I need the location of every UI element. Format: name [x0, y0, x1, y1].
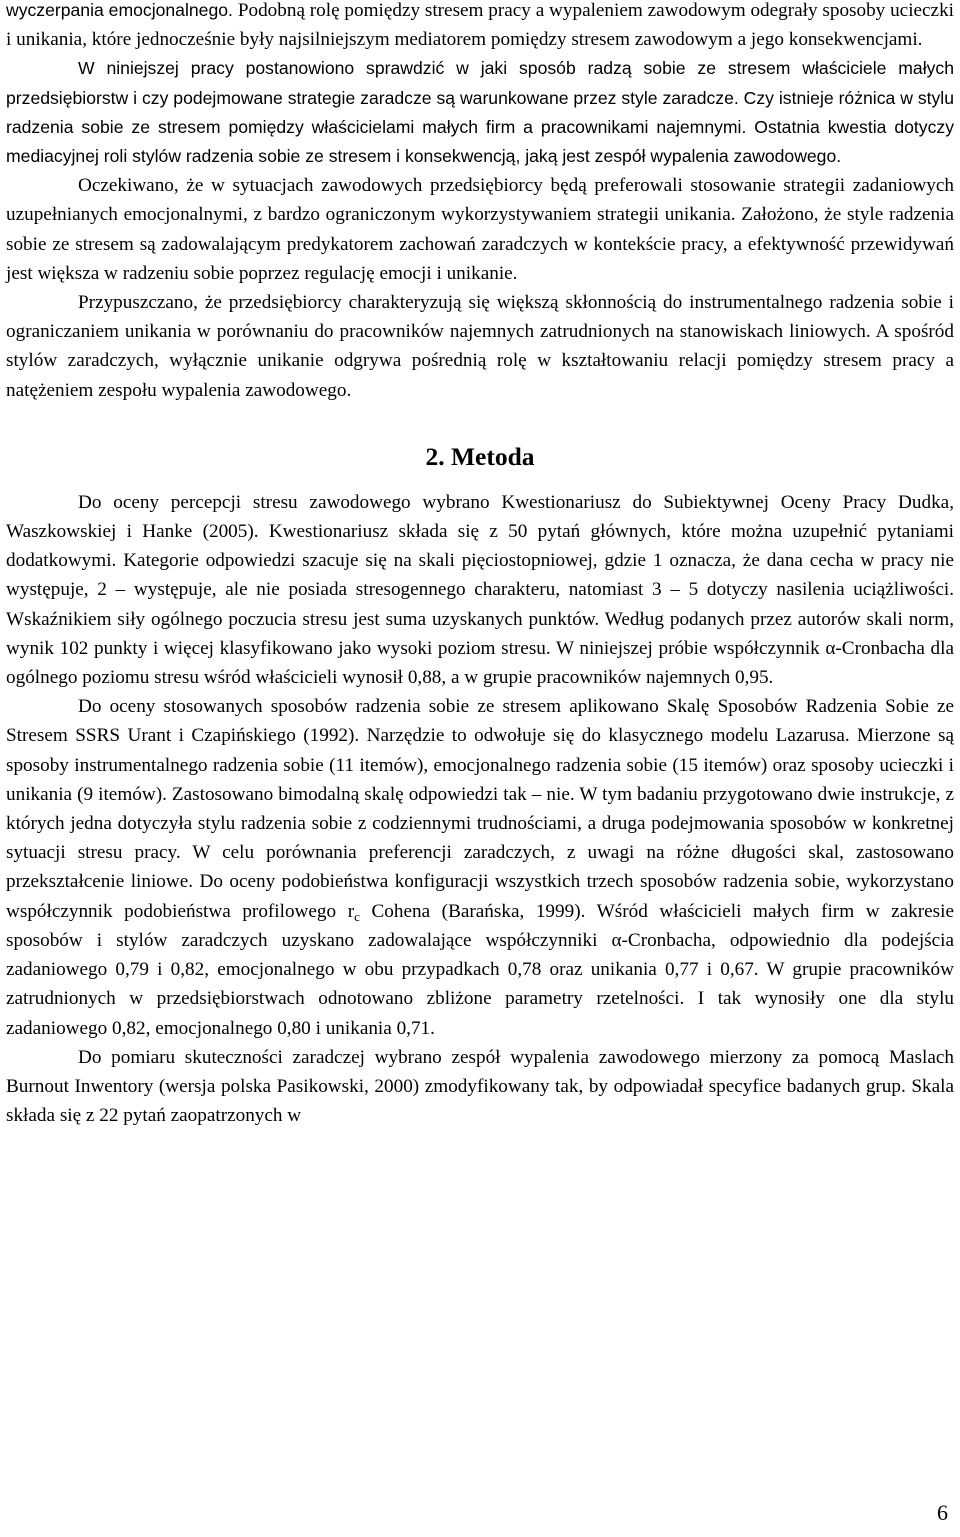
- paragraph-intro-3: [6, 171, 954, 288]
- paragraph-method-1: [6, 488, 954, 692]
- text-segment: Cohena (Barańska, 1999). Wśród właścicieli małych firm w zakresie sposobów i stylów zaradczych uzyskano zadowalające współczynniki α-Cronbacha, odpowiednio dla podejścia zadaniowego 0,79 i 0,82, emocjonalnego w obu przypadkach 0,78 oraz unikania 0,77 i 0,67. W grupie pracowników zatrudnionych w przedsiębiorstwach odnotowano zbliżone parametry rzetelności. I tak wynosiły one dla stylu zadaniowego 0,82, emocjonalnego 0,80 i unikania 0,71.: [6, 900, 954, 1039]
- text-segment: A spośród stylów zaradczych, wyłącznie unikanie odgrywa pośrednią rolę w kształtowaniu relacji pomiędzy stresem pracy a natężeniem zespołu wypalenia zawodowego.: [6, 321, 954, 401]
- text-segment: W niniejszej pracy postanowiono sprawdzić w jaki sposób radzą sobie ze stresem właściciele małych przedsiębiorstw i czy podejmowane strategie zaradcze są warunkowane przez style zaradcze. Czy istnieje różnica w stylu radzenia sobie ze stresem pomiędzy właścicielami małych firm a pracownikami najemnymi. Ostatnia kwestia dotyczy mediacyjnej roli stylów radzenia sobie ze stresem i konsekwencją, jaką jest zespół wypalenia zawodowego.: [6, 58, 954, 167]
- section-heading: 2. Metoda: [425, 441, 535, 471]
- text-segment: Oczekiwano, że w sytuacjach zawodowych przedsiębiorcy będą preferowali stosowanie strategii zadaniowych uzupełnianych emocjonalnymi, z bardzo ograniczonym wykorzystywaniem strategii unikania.: [6, 175, 954, 226]
- text-segment: wyczerpania emocjonalnego.: [6, 0, 238, 20]
- text-segment: Do oceny percepcji stresu zawodowego wybrano Kwestionariusz do Subiektywnej Oceny Pracy Dudka, Waszkowskiej i Hanke (2005). Kwestionariusz składa się z 50 pytań głównych, które można uzupełnić pytaniami dodatkowymi. Kategorie odpowiedzi szacuje się na skali pięciostopniowej, gdzie 1 oznacza, że dana cecha w pracy nie występuje, 2 – występuje, ale nie posiada stresogennego charakteru, natomiast 3 – 5 dotyczy nasilenia uciążliwości. Wskaźnikiem siły ogólnego poczucia stresu jest suma uzyskanych punktów. Według podanych przez autorów skali norm, wynik 102 punkty i więcej klasyfikowano jako wysoki poziom stresu. W niniejszej próbie współczynnik α-Cronbacha dla ogólnego poziomu stresu wśród właścicieli wynosił 0,88, a w grupie pracowników najemnych 0,95.: [6, 491, 954, 689]
- paragraph-method-3: [6, 1043, 954, 1131]
- page-number: 6: [937, 1500, 948, 1525]
- document-page: [6, 0, 954, 1130]
- text-segment: Do oceny stosowanych sposobów radzenia sobie ze stresem aplikowano Skalę Sposobów Radzenia Sobie ze Stresem SSRS Urant i Czapińskiego (1992). Narzędzie to odwołuje się do klasycznego modelu Lazarusa. Mierzone są sposoby instrumentalnego radzenia sobie (11 itemów), emocjonalnego radzenia sobie (15 itemów) oraz sposoby ucieczki i unikania (9 itemów). Zastosowano bimodalną skalę odpowiedzi tak – nie. W tym badaniu przygotowano dwie instrukcje, z których jedna dotyczyła stylu radzenia sobie z codziennymi trudnościami, a druga podejmowania sposobów w konkretnej sytuacji stresu pracy. W celu porównania preferencji zaradczych, z uwagi na różne długości skal, zastosowano przekształcenie liniowe. Do oceny podobieństwa konfiguracji wszystkich trzech sposobów radzenia sobie, wykorzystano współczynnik podobieństwa profilowego r: [6, 696, 954, 922]
- paragraph-method-2: [6, 692, 954, 1042]
- paragraph-intro-1: [6, 0, 954, 54]
- subscript: c: [354, 908, 360, 924]
- text-segment: Podobną rolę pomiędzy stresem pracy a wypaleniem zawodowym odegrały sposoby ucieczki i unikania, które jednocześnie były najsilniejszym mediatorem pomiędzy stresem zawodowym a jego konsekwencjami.: [6, 0, 954, 51]
- paragraph-intro-2: [6, 54, 954, 171]
- text-segment: Założono, że style radzenia sobie ze stresem są zadowalającym predykatorem zachowań zaradczych w kontekście pracy, a efektywność przewidywań jest większa w radzeniu sobie poprzez regulację emocji i unikanie.: [6, 204, 954, 284]
- paragraph-intro-4: [6, 288, 954, 405]
- text-segment: Przypuszczano, że przedsiębiorcy charakteryzują się większą skłonnością do instrumentalnego radzenia sobie i ograniczaniem unikania w porównaniu do pracowników najemnych zatrudnionych na stanowiskach liniowych.: [6, 292, 954, 343]
- text-segment: Do pomiaru skuteczności zaradczej wybrano zespół wypalenia zawodowego mierzony za pomocą Maslach Burnout Inwentory (wersja polska Pasikowski, 2000) zmodyfikowany tak, by odpowiadał specyfice badanych grup. Skala składa się z 22 pytań zaopatrzonych w: [6, 1046, 954, 1127]
